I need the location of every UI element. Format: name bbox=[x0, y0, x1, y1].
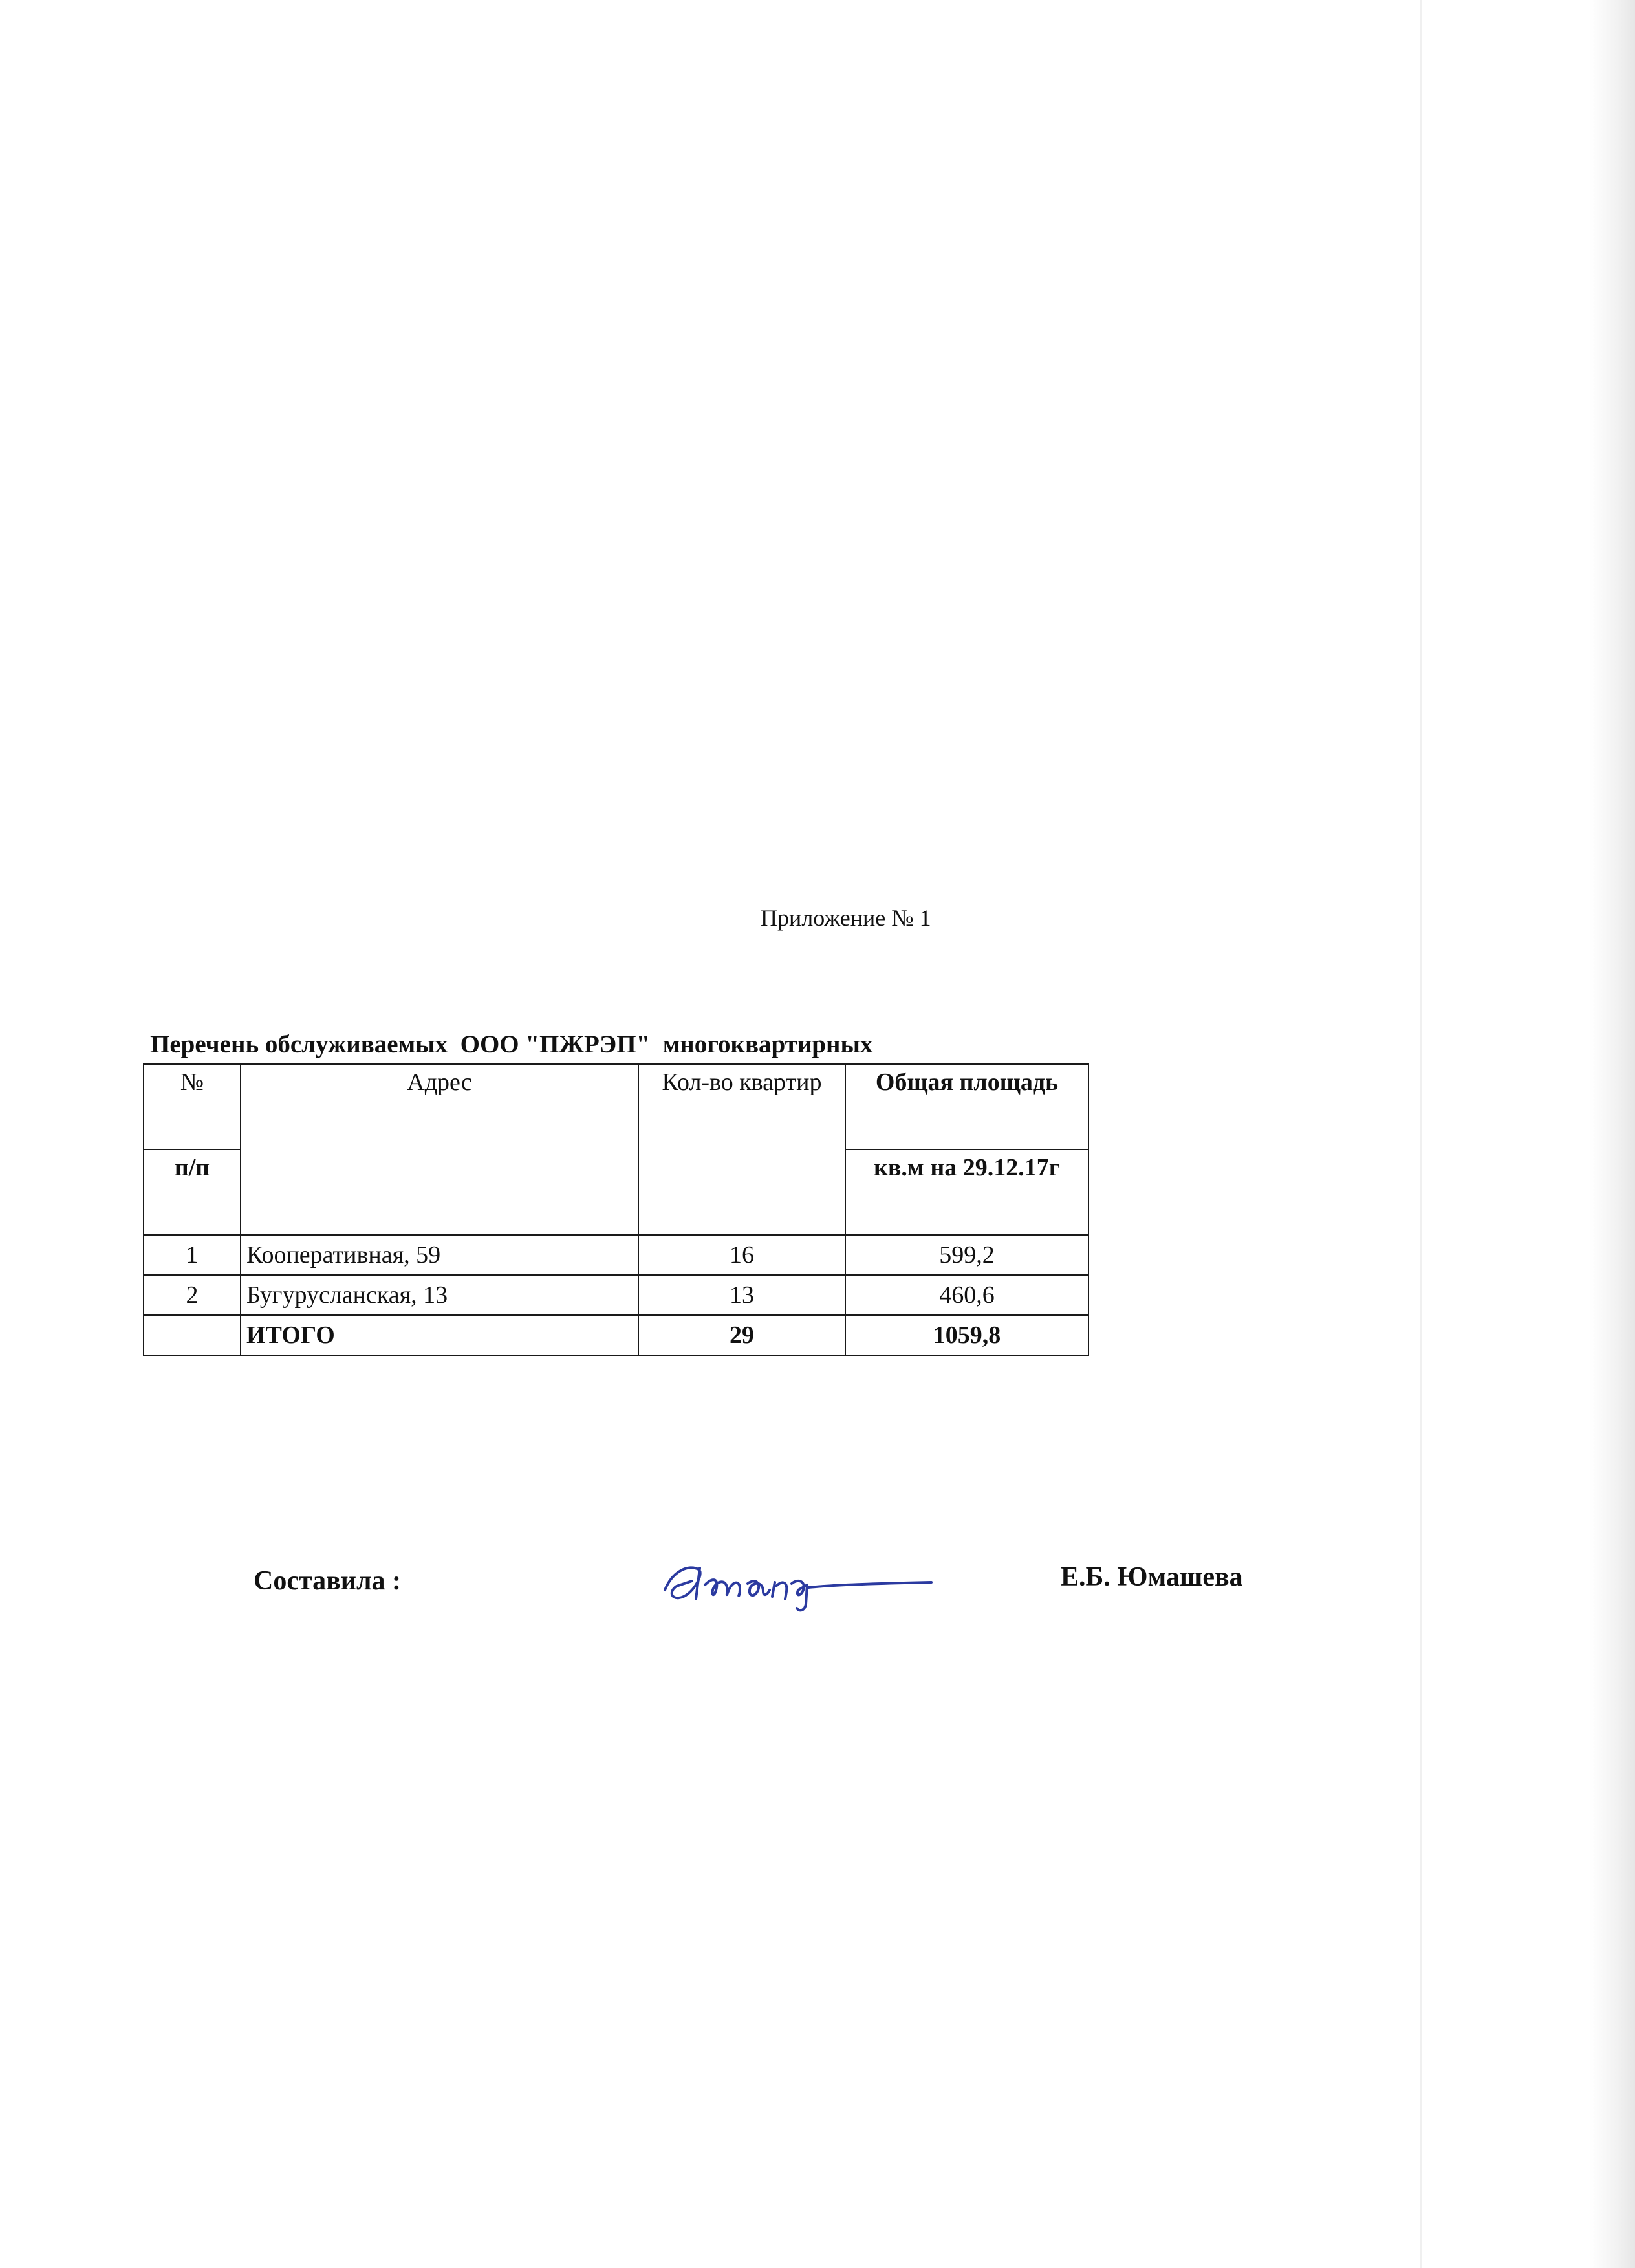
total-num-empty bbox=[144, 1315, 241, 1355]
table-row bbox=[144, 1275, 1088, 1315]
header-num-symbol: № bbox=[180, 1069, 204, 1096]
appendix-label: Приложение № 1 bbox=[761, 905, 931, 931]
header-num bbox=[144, 1064, 241, 1150]
row-num: 1 bbox=[144, 1235, 241, 1275]
total-label: ИТОГО bbox=[241, 1315, 638, 1355]
row-num: 2 bbox=[144, 1275, 241, 1315]
row-flats: 16 bbox=[638, 1235, 845, 1275]
header-area-sub: кв.м на 29.12.17г bbox=[845, 1150, 1088, 1235]
handwritten-signature bbox=[653, 1545, 938, 1616]
buildings-table bbox=[143, 1063, 1089, 1356]
header-address: Адрес bbox=[241, 1064, 638, 1235]
scan-edge-shadow bbox=[1590, 0, 1635, 2268]
row-address: Кооперативная, 59 bbox=[241, 1235, 638, 1275]
row-flats: 13 bbox=[638, 1275, 845, 1315]
header-area: Общая площадь bbox=[845, 1064, 1088, 1150]
row-area: 599,2 bbox=[845, 1235, 1088, 1275]
total-flats: 29 bbox=[638, 1315, 845, 1355]
compiled-by-label: Составила : bbox=[254, 1566, 402, 1596]
table-row bbox=[144, 1235, 1088, 1275]
total-area: 1059,8 bbox=[845, 1315, 1088, 1355]
compiler-name: Е.Б. Юмашева bbox=[1061, 1562, 1243, 1592]
header-num-sub: п/п bbox=[144, 1150, 241, 1235]
table-total-row bbox=[144, 1315, 1088, 1355]
table-header-row bbox=[144, 1064, 1088, 1150]
document-title: Перечень обслуживаемых ООО "ПЖРЭП" многоквартирных bbox=[150, 1030, 873, 1058]
header-flats: Кол-во квартир bbox=[638, 1064, 845, 1235]
scan-fold-line bbox=[1420, 0, 1422, 2268]
row-address: Бугурусланская, 13 bbox=[241, 1275, 638, 1315]
row-area: 460,6 bbox=[845, 1275, 1088, 1315]
